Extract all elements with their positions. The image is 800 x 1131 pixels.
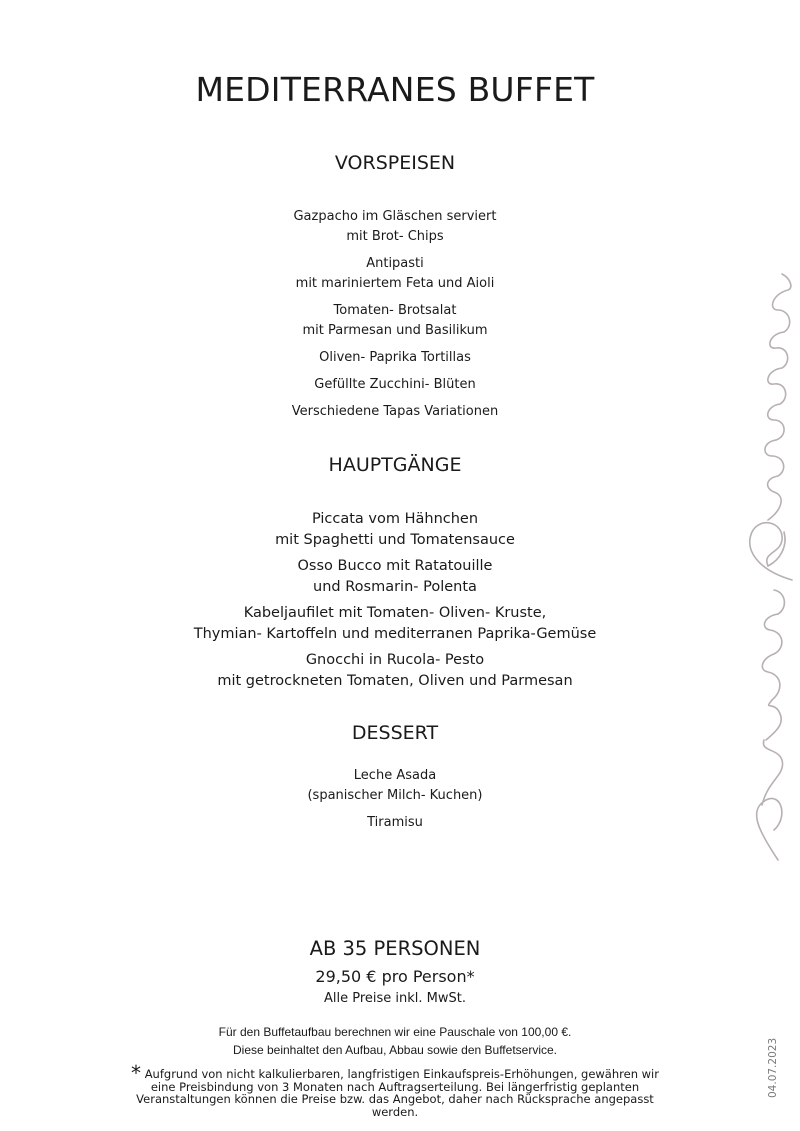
menu-item-name: Piccata vom Hähnchen	[311, 511, 479, 527]
menu-item	[0, 556, 790, 597]
menu-item	[0, 301, 790, 341]
footnote	[120, 1061, 670, 1119]
footnote-text: Aufgrund von nicht kalkulierbaren, langfristigen Einkaufspreis-Erhöhungen, gewähren wir eine Preisbindung von 3 Monaten nach Auftragserteilung. Bei längerfristig geplanten Veranstaltungen können die Preise bzw. das Angebot, daher nach Rücksprache angepasst werden.	[136, 1067, 659, 1119]
menu-item-name: Tomaten- Brotsalat	[333, 303, 457, 318]
menu-item-detail: Thymian- Kartoffeln und mediterranen Paprika-Gemüse	[193, 625, 597, 642]
price-per-person: 29,50 € pro Person*	[315, 967, 475, 986]
menu-item	[0, 402, 790, 422]
menu-item	[0, 375, 790, 395]
menu-item	[0, 254, 790, 294]
menu-item-name: Gefüllte Zucchini- Blüten	[314, 377, 476, 392]
menu-item	[0, 650, 790, 691]
menu-item-name: Kabeljaufilet mit Tomaten- Oliven- Kruste,	[243, 605, 547, 621]
menu-item-detail: mit getrockneten Tomaten, Oliven und Parmesan	[217, 672, 573, 689]
page-title: MEDITERRANES BUFFET	[195, 70, 595, 109]
menu-item-name: Verschiedene Tapas Variationen	[291, 404, 499, 419]
menu-item-name: Tiramisu	[367, 815, 423, 830]
menu-item-detail: mit Brot- Chips	[346, 229, 444, 244]
section-heading-hauptgaenge: HAUPTGÄNGE	[328, 454, 462, 476]
menu-item-detail: mit Parmesan und Basilikum	[302, 323, 488, 338]
menu-item-detail: und Rosmarin- Polenta	[313, 578, 477, 595]
menu-item	[0, 207, 790, 247]
fee-line-1: Für den Buffetaufbau berechnen wir eine Pauschale von 100,00 €.	[218, 1025, 572, 1039]
menu-item	[0, 509, 790, 550]
menu-item-name: Gnocchi in Rucola- Pesto	[305, 652, 485, 668]
menu-item-name: Oliven- Paprika Tortillas	[319, 350, 471, 365]
menu-item	[0, 603, 790, 644]
document-date	[760, 1037, 790, 1100]
menu-item	[0, 813, 790, 833]
menu-item	[0, 348, 790, 368]
footnote-star: *	[131, 1061, 142, 1085]
menu-item-detail: mit mariniertem Feta und Aioli	[295, 276, 495, 291]
pricing-heading: AB 35 PERSONEN	[309, 937, 481, 960]
menu-item-detail: mit Spaghetti und Tomatensauce	[275, 531, 515, 548]
menu-item-name: Gazpacho im Gläschen serviert	[293, 209, 497, 224]
menu-item-name: Antipasti	[366, 256, 424, 271]
restaurant-script-logo	[738, 270, 798, 870]
section-heading-dessert: DESSERT	[351, 722, 439, 744]
fee-line-2: Diese beinhaltet den Aufbau, Abbau sowie den Buffetservice.	[232, 1043, 557, 1057]
document-date-text: 04.07.2023	[767, 1037, 779, 1098]
menu-item-name: Leche Asada	[353, 768, 437, 783]
section-heading-vorspeisen: VORSPEISEN	[334, 152, 456, 174]
menu-item-name: Osso Bucco mit Ratatouille	[297, 558, 493, 574]
menu-item	[0, 766, 790, 806]
menu-item-detail: (spanischer Milch- Kuchen)	[307, 788, 483, 803]
tax-note: Alle Preise inkl. MwSt.	[323, 991, 467, 1006]
